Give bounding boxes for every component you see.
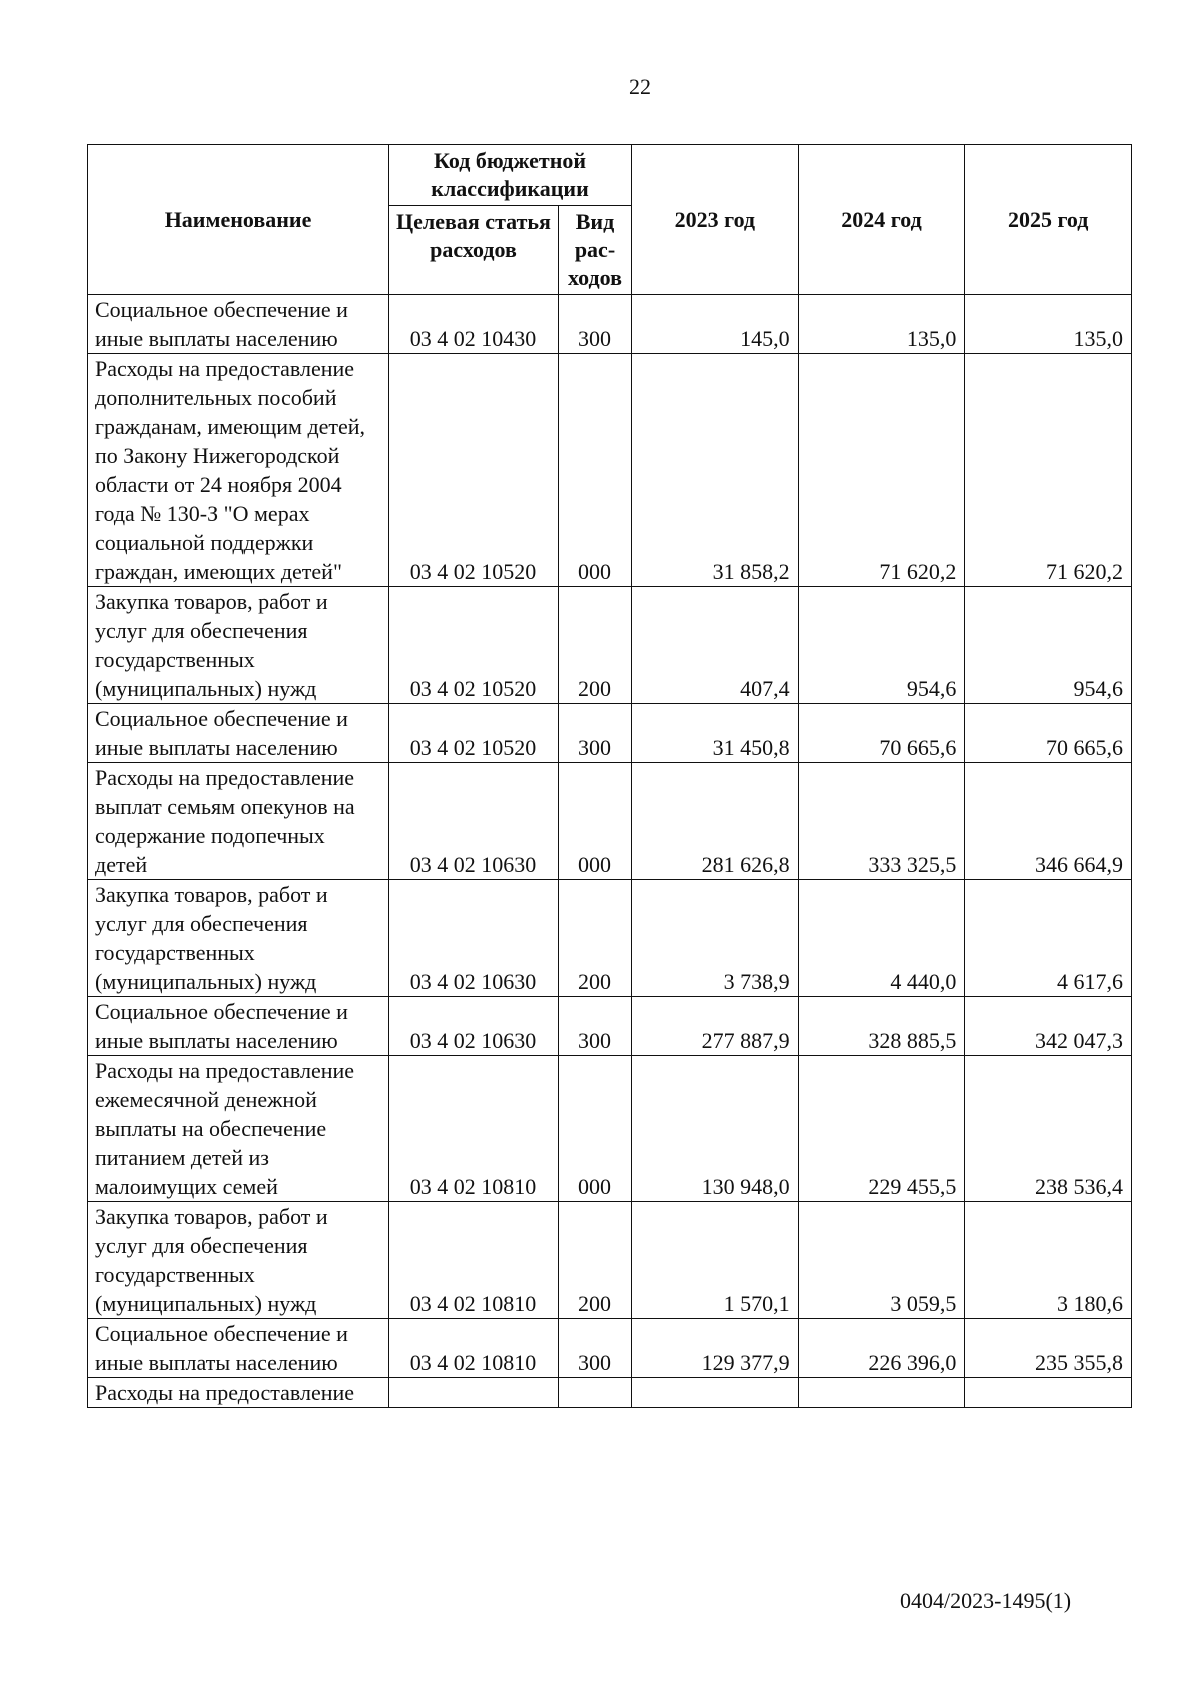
row-target-code: 03 4 02 10810 <box>389 1056 559 1202</box>
row-value-2023 <box>632 1378 799 1408</box>
row-target-code <box>389 1378 559 1408</box>
row-expense-type: 300 <box>558 295 631 354</box>
table-row <box>88 1319 1132 1378</box>
row-value-2024: 71 620,2 <box>798 354 965 587</box>
row-target-code: 03 4 02 10520 <box>389 587 559 704</box>
row-value-2023: 281 626,8 <box>632 763 799 880</box>
table-row <box>88 704 1132 763</box>
table-row <box>88 295 1132 354</box>
row-expense-type: 000 <box>558 763 631 880</box>
row-value-2023: 3 738,9 <box>632 880 799 997</box>
row-value-2023: 1 570,1 <box>632 1202 799 1319</box>
row-value-2025: 3 180,6 <box>965 1202 1132 1319</box>
table-row <box>88 1202 1132 1319</box>
row-expense-type: 000 <box>558 1056 631 1202</box>
row-value-2024: 226 396,0 <box>798 1319 965 1378</box>
row-value-2023: 145,0 <box>632 295 799 354</box>
row-expense-type: 000 <box>558 354 631 587</box>
row-name: Расходы на предоставление <box>88 1378 389 1408</box>
row-value-2025: 70 665,6 <box>965 704 1132 763</box>
row-value-2023: 407,4 <box>632 587 799 704</box>
row-value-2025 <box>965 1378 1132 1408</box>
header-vid: Вид рас-ходов <box>558 206 631 295</box>
row-value-2024: 954,6 <box>798 587 965 704</box>
row-value-2024: 3 059,5 <box>798 1202 965 1319</box>
budget-table <box>87 144 1132 1408</box>
row-target-code: 03 4 02 10520 <box>389 704 559 763</box>
row-expense-type <box>558 1378 631 1408</box>
row-value-2023: 31 450,8 <box>632 704 799 763</box>
row-target-code: 03 4 02 10810 <box>389 1319 559 1378</box>
row-value-2024: 333 325,5 <box>798 763 965 880</box>
row-value-2025: 71 620,2 <box>965 354 1132 587</box>
row-value-2025: 954,6 <box>965 587 1132 704</box>
row-target-code: 03 4 02 10630 <box>389 997 559 1056</box>
table-header <box>88 145 1132 295</box>
header-name: Наименование <box>88 145 389 295</box>
row-name: Закупка товаров, работ и услуг для обеспечения государственных (муниципальных) нужд <box>88 587 389 704</box>
row-value-2023: 129 377,9 <box>632 1319 799 1378</box>
row-value-2025: 346 664,9 <box>965 763 1132 880</box>
row-value-2025: 238 536,4 <box>965 1056 1132 1202</box>
table-row <box>88 997 1132 1056</box>
table-row <box>88 1056 1132 1202</box>
header-target: Целевая статья расходов <box>389 206 559 295</box>
row-expense-type: 200 <box>558 880 631 997</box>
row-name: Социальное обеспечение и иные выплаты населению <box>88 704 389 763</box>
row-value-2025: 4 617,6 <box>965 880 1132 997</box>
table-row <box>88 1378 1132 1408</box>
row-value-2025: 235 355,8 <box>965 1319 1132 1378</box>
row-name: Социальное обеспечение и иные выплаты населению <box>88 295 389 354</box>
row-expense-type: 200 <box>558 587 631 704</box>
row-value-2023: 130 948,0 <box>632 1056 799 1202</box>
row-value-2024: 70 665,6 <box>798 704 965 763</box>
row-value-2023: 277 887,9 <box>632 997 799 1056</box>
row-name: Закупка товаров, работ и услуг для обеспечения государственных (муниципальных) нужд <box>88 880 389 997</box>
row-name: Социальное обеспечение и иные выплаты населению <box>88 1319 389 1378</box>
row-expense-type: 200 <box>558 1202 631 1319</box>
row-name: Закупка товаров, работ и услуг для обеспечения государственных (муниципальных) нужд <box>88 1202 389 1319</box>
row-value-2024 <box>798 1378 965 1408</box>
table-row <box>88 880 1132 997</box>
row-name: Расходы на предоставление выплат семьям опекунов на содержание подопечных детей <box>88 763 389 880</box>
table-body <box>88 295 1132 1408</box>
row-target-code: 03 4 02 10810 <box>389 1202 559 1319</box>
header-2023: 2023 год <box>632 145 799 295</box>
row-value-2024: 135,0 <box>798 295 965 354</box>
row-name: Расходы на предоставление ежемесячной денежной выплаты на обеспечение питанием детей из малоимущих семей <box>88 1056 389 1202</box>
table-row <box>88 587 1132 704</box>
header-2025: 2025 год <box>965 145 1132 295</box>
row-target-code: 03 4 02 10630 <box>389 763 559 880</box>
row-value-2024: 328 885,5 <box>798 997 965 1056</box>
header-2024: 2024 год <box>798 145 965 295</box>
table-row <box>88 763 1132 880</box>
row-target-code: 03 4 02 10520 <box>389 354 559 587</box>
row-value-2023: 31 858,2 <box>632 354 799 587</box>
document-code: 0404/2023-1495(1) <box>900 1588 1072 1613</box>
row-value-2024: 4 440,0 <box>798 880 965 997</box>
row-expense-type: 300 <box>558 997 631 1056</box>
row-expense-type: 300 <box>558 1319 631 1378</box>
page-number: 22 <box>629 74 651 99</box>
table-row <box>88 354 1132 587</box>
row-name: Расходы на предоставление дополнительных пособий гражданам, имеющим детей, по Закону Нижегородской области от 24 ноября 2004 года № 130-З "О мерах социальной поддержки граждан, имеющих детей" <box>88 354 389 587</box>
row-value-2024: 229 455,5 <box>798 1056 965 1202</box>
row-value-2025: 135,0 <box>965 295 1132 354</box>
header-code-group: Код бюджетной классификации <box>389 145 632 206</box>
row-expense-type: 300 <box>558 704 631 763</box>
row-target-code: 03 4 02 10630 <box>389 880 559 997</box>
row-name: Социальное обеспечение и иные выплаты населению <box>88 997 389 1056</box>
row-value-2025: 342 047,3 <box>965 997 1132 1056</box>
row-target-code: 03 4 02 10430 <box>389 295 559 354</box>
